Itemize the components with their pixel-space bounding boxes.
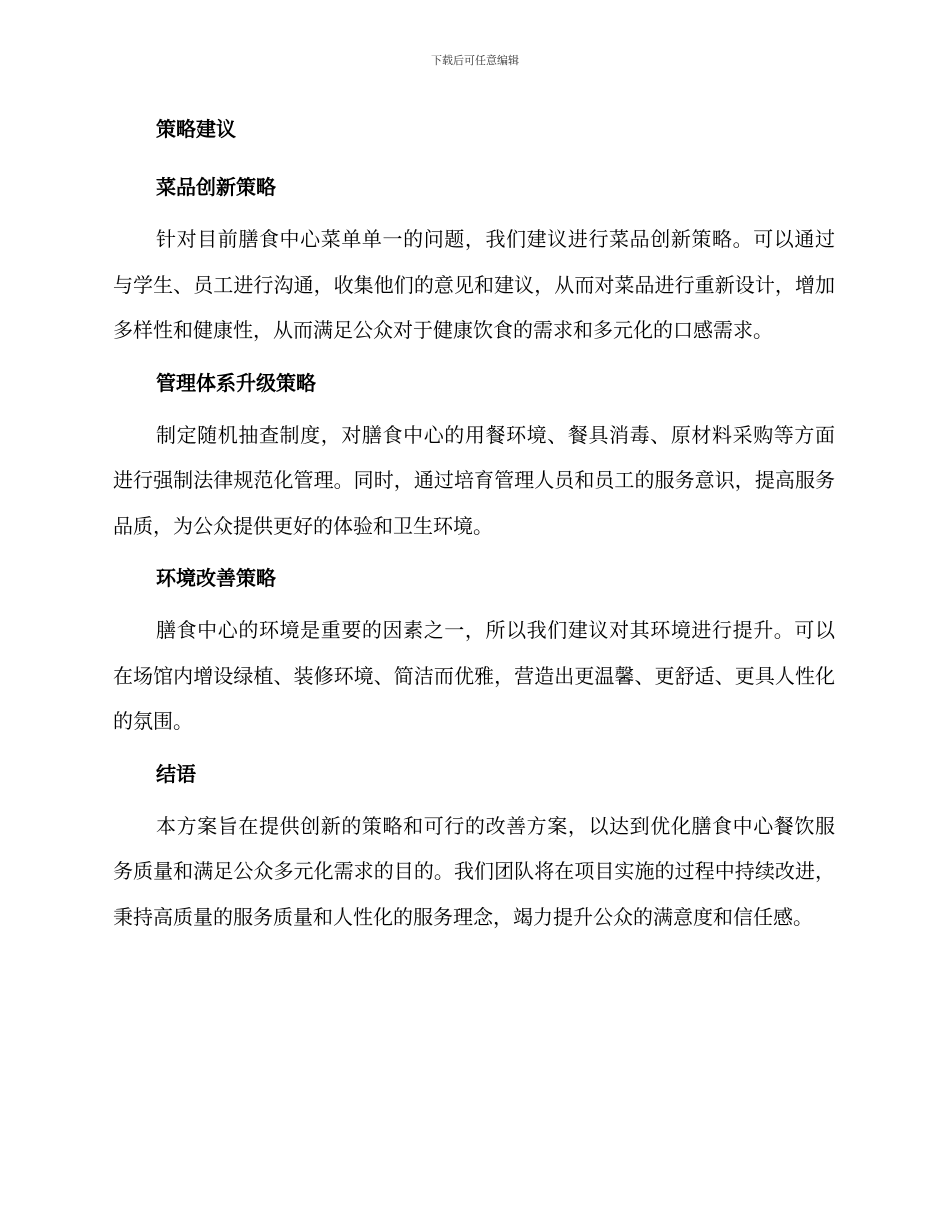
paragraph-management-upgrade: 制定随机抽查制度，对膳食中心的用餐环境、餐具消毒、原材料采购等方面进行强制法律规范化管理。同时，通过培育管理人员和员工的服务意识，提高服务品质，为公众提供更好的体验和卫生环境。 bbox=[113, 422, 835, 538]
section-heading-dish-innovation: 菜品创新策略 bbox=[156, 175, 276, 199]
paragraph-environment-improvement: 膳食中心的环境是重要的因素之一，所以我们建议对其环境进行提升。可以在场馆内增设绿植、装修环境、简洁而优雅，营造出更温馨、更舒适、更具人性化的氛围。 bbox=[113, 618, 835, 733]
page-header: 下载后可任意编辑 bbox=[431, 54, 519, 67]
section-heading-strategy-suggestions: 策略建议 bbox=[156, 117, 236, 141]
section-heading-management-upgrade: 管理体系升级策略 bbox=[156, 370, 316, 395]
paragraph-conclusion: 本方案旨在提供创新的策略和可行的改善方案，以达到优化膳食中心餐饮服务质量和满足公众多元化需求的目的。我们团队将在项目实施的过程中持续改进，秉持高质量的服务质量和人性化的服务理念，竭力提升公众的满意度和信任感。 bbox=[113, 813, 835, 929]
document-body bbox=[113, 112, 835, 940]
section-heading-conclusion: 结语 bbox=[156, 761, 196, 786]
section-heading-environment-improvement: 环境改善策略 bbox=[156, 566, 276, 590]
paragraph-dish-innovation: 针对目前膳食中心菜单单一的问题，我们建议进行菜品创新策略。可以通过与学生、员工进行沟通，收集他们的意见和建议，从而对菜品进行重新设计，增加多样性和健康性，从而满足公众对于健康饮食的需求和多元化的口感需求。 bbox=[113, 227, 835, 342]
